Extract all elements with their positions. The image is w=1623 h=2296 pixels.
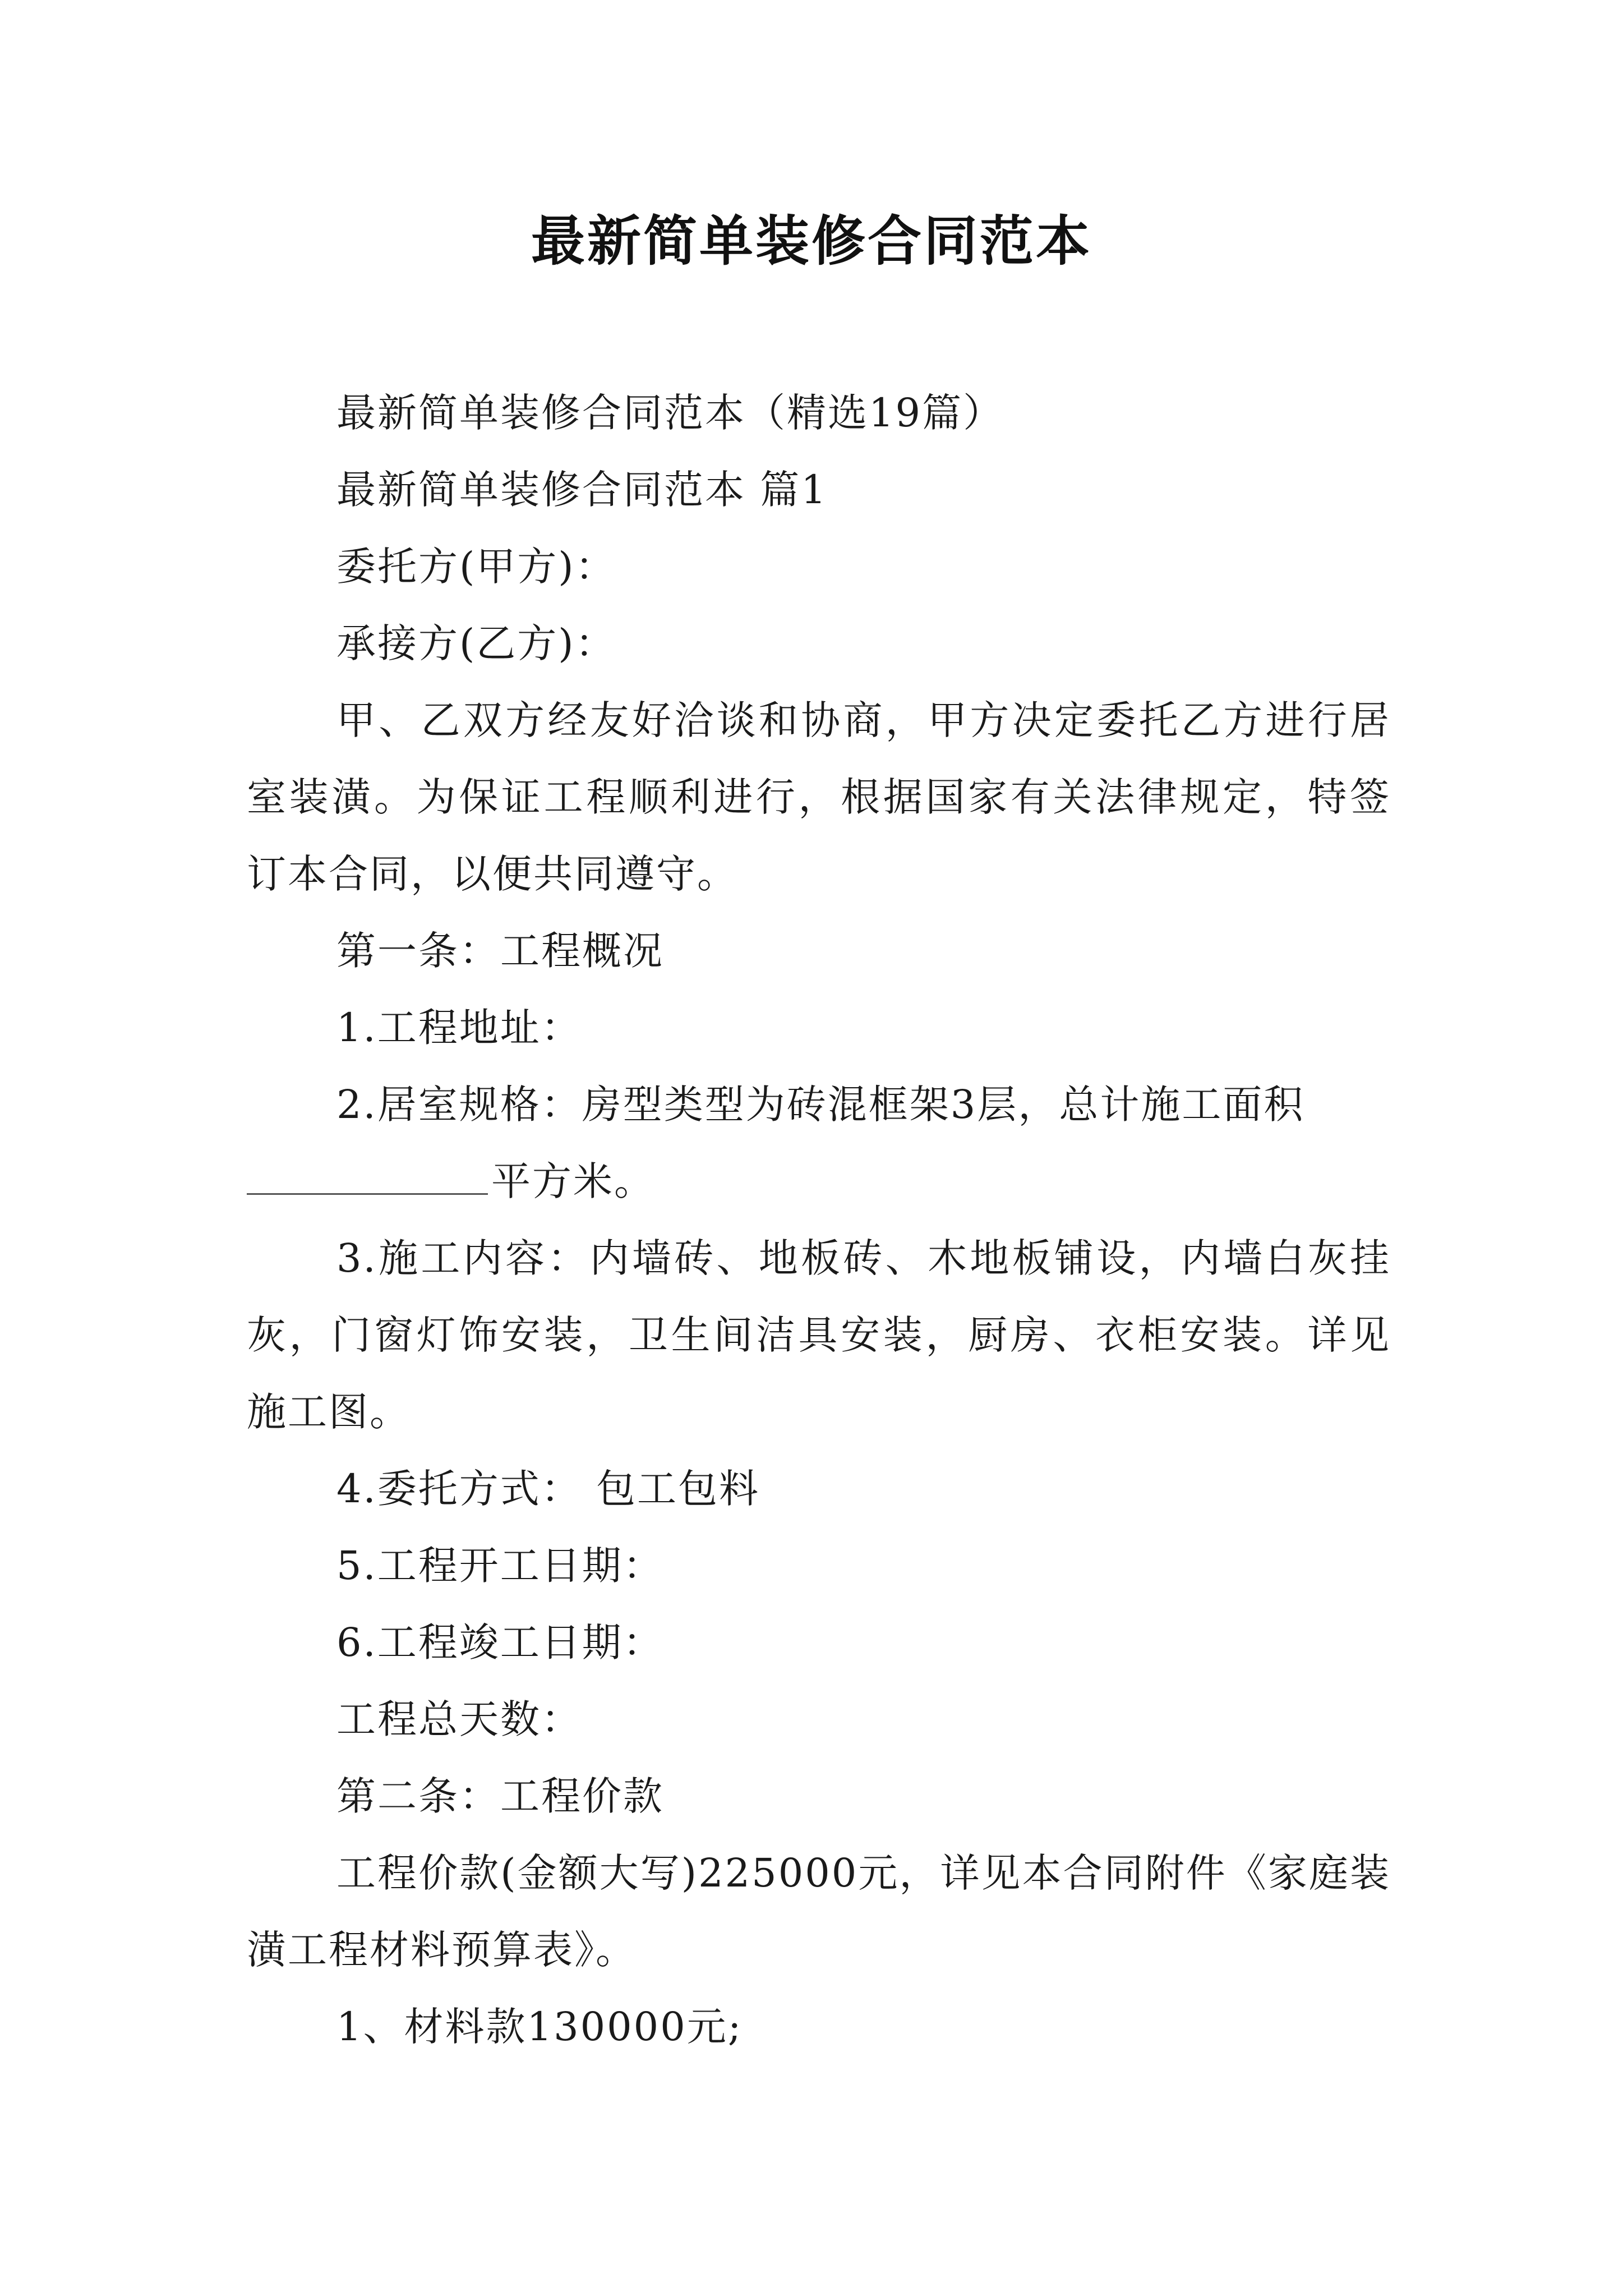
area-unit: 平方米。: [491, 1158, 655, 1204]
document-title: 最新简单装修合同范本: [531, 210, 1092, 273]
paragraph-party-b: 承接方(乙方)：: [336, 620, 616, 666]
area-blank-line: [247, 1159, 488, 1195]
paragraph-price: 工程价款(金额大写)225000元，详见本合同附件《家庭装潢工程材料预算表》。: [247, 1850, 1391, 1973]
paragraph-preamble: 甲、乙双方经友好洽谈和协商，甲方决定委托乙方进行居室装潢。为保证工程顺利进行，根据国家有关法律规定，特签订本合同，以便共同遵守。: [247, 697, 1391, 897]
paragraph-item-start-date: 5.工程开工日期：: [336, 1543, 664, 1589]
paragraph-party-a: 委托方(甲方)：: [336, 544, 616, 590]
paragraph-section-heading: 最新简单装修合同范本 篇1: [336, 467, 828, 513]
paragraph-article-1-heading: 第一条：工程概况: [336, 928, 664, 974]
paragraph-item-end-date: 6.工程竣工日期：: [336, 1619, 664, 1665]
paragraph-item-spec: 2.居室规格：房型类型为砖混框架3层，总计施工面积: [336, 1082, 1305, 1128]
paragraph-total-days: 工程总天数：: [336, 1696, 582, 1742]
paragraph-article-2-heading: 第二条：工程价款: [336, 1773, 664, 1819]
paragraph-subtitle: 最新简单装修合同范本（精选19篇）: [336, 390, 1004, 436]
paragraph-area-line: [0, 1143, 1391, 1220]
document-body: [247, 375, 1391, 2065]
paragraph-item-method: 4.委托方式： 包工包料: [336, 1466, 760, 1512]
paragraph-material-cost: 1、材料款130000元;: [336, 2004, 743, 2050]
paragraph-item-content: 3.施工内容：内墙砖、地板砖、木地板铺设，内墙白灰挂灰，门窗灯饰安装，卫生间洁具安装，厨房、衣柜安装。详见施工图。: [247, 1235, 1391, 1435]
paragraph-item-address: 1.工程地址：: [336, 1005, 582, 1051]
